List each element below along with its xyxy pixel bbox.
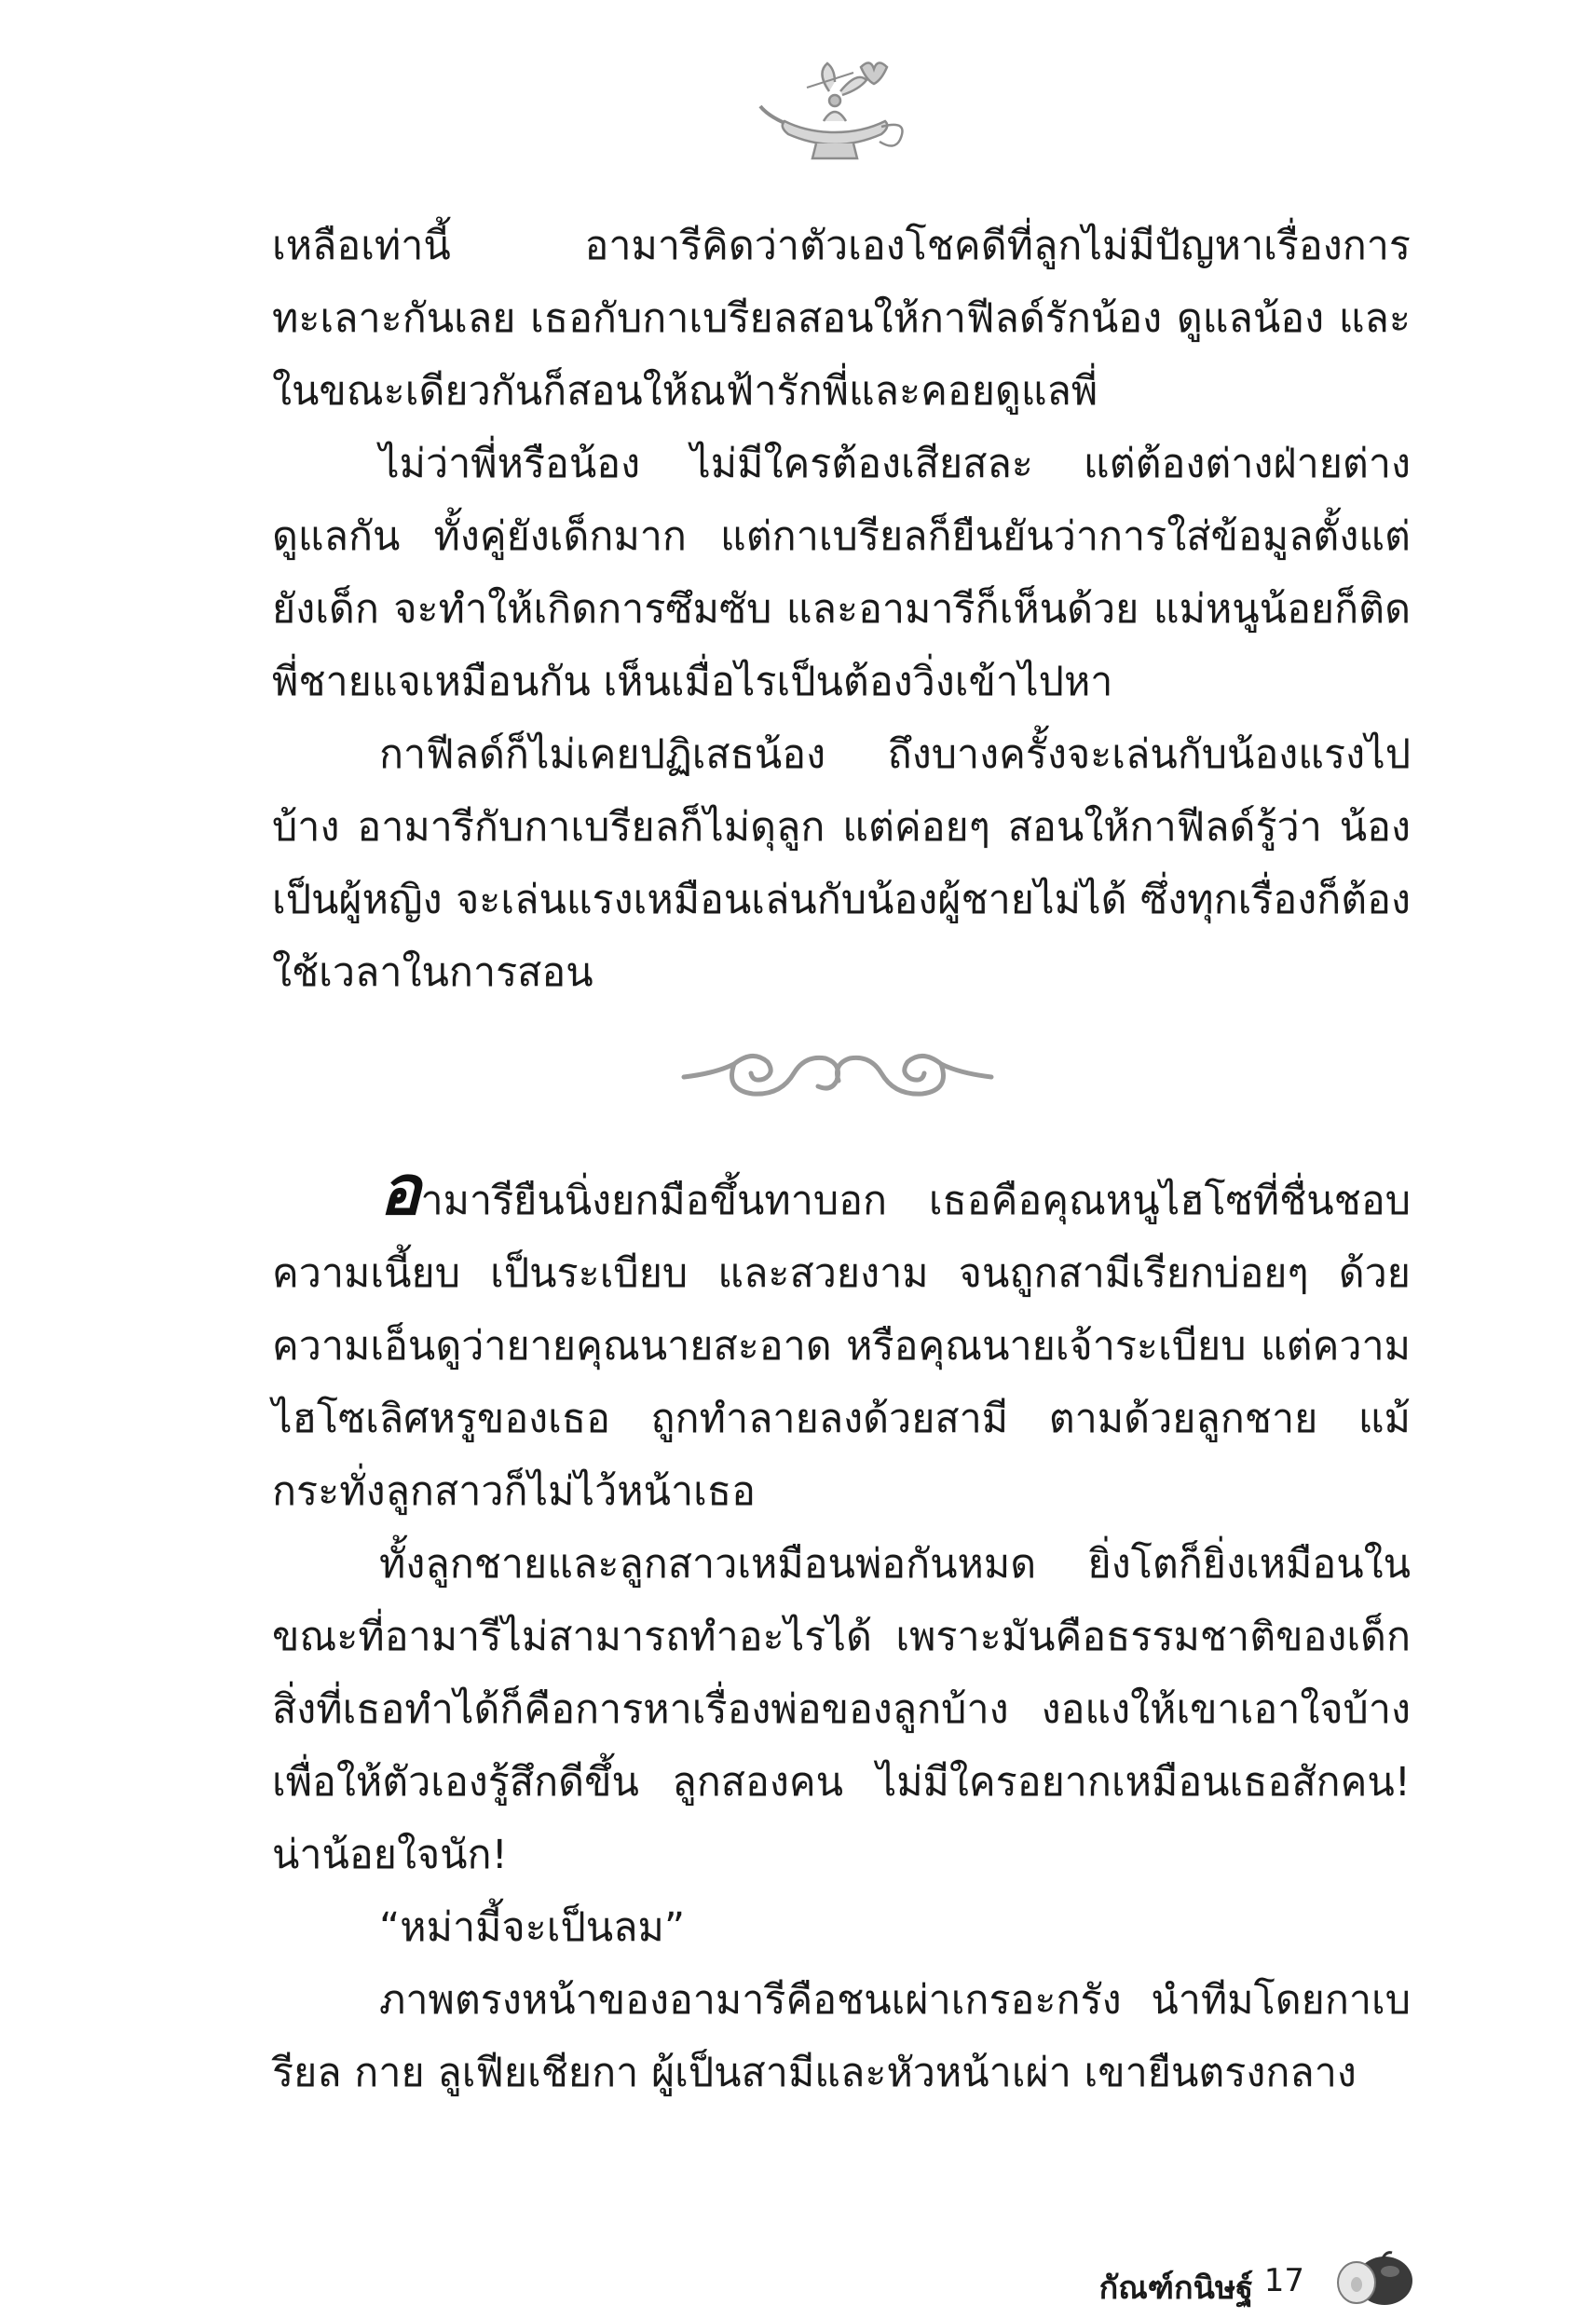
text-block-top — [272, 210, 1411, 1009]
paragraph: กาฟีลด์ก็ไม่เคยปฏิเสธน้อง ถึงบางครั้งจะเล่นกับน้องแรงไปบ้าง อามารีกับกาเบรียลก็ไม่ดุลูก แต่ค่อยๆ สอนให้กาฟีลด์รู้ว่า น้องเป็นผู้หญิง จะเล่นแรงเหมือนเล่นกับน้องผู้ชายไม่ได้ ซึ่งทุกเรื่องก็ต้องใช้เวลาในการสอน — [272, 731, 1411, 996]
book-title: กัณฑ์กนิษฐ์ — [1098, 2270, 1253, 2307]
drop-cap: อ — [379, 1151, 421, 1231]
text-block-bottom — [272, 1151, 1411, 2109]
apple-icon — [1332, 2249, 1416, 2311]
page-footer — [988, 2262, 1416, 2318]
dialogue-line: “หม่ามี้จะเป็นลม” — [379, 1904, 686, 1951]
genie-lamp-icon — [751, 54, 919, 166]
paragraph: ภาพตรงหน้าของอามารีคือชนเผ่าเกรอะกรัง นำทีมโดยกาเบรียล กาย ลูเฟียเชียกา ผู้เป็นสามีและหัวหน้าเผ่า เขายืนตรงกลาง — [272, 1977, 1411, 2096]
paragraph: ทั้งลูกชายและลูกสาวเหมือนพ่อกันหมด ยิ่งโตก็ยิ่งเหมือนในขณะที่อามารีไม่สามารถทำอะไรได้ เพราะมันคือธรรมชาติของเด็ก สิ่งที่เธอทำได้ก็คือการหาเรื่องพ่อของลูกบ้าง งอแงให้เขาเอาใจบ้าง เพื่อให้ตัวเองรู้สึกดีขึ้น ลูกสองคน ไม่มีใครอยากเหมือนเธอสักคน! น่าน้อยใจนัก! — [272, 1541, 1411, 1878]
paragraph-opening-text: ามารียืนนิ่งยกมือขึ้นทาบอก เธอคือคุณหนูไฮโซที่ชื่นชอบความเนี้ยบ เป็นระเบียบ และสวยงาม จนถูกสามีเรียกบ่อยๆ ด้วยความเอ็นดูว่ายายคุณนายสะอาด หรือคุณนายเจ้าระเบียบ แต่ความไฮโซเลิศหรูของเธอ ถูกทำลายลงด้วยสามี ตามด้วยลูกชาย แม้กระทั่งลูกสาวก็ไม่ไว้หน้าเธอ — [272, 1178, 1411, 1515]
paragraph-opening — [272, 1151, 1411, 1528]
paragraph-continued: เหลือเท่านี้ อามารีคิดว่าตัวเองโชคดีที่ลูกไม่มีปัญหาเรื่องการทะเลาะกันเลย เธอกับกาเบรียลสอนให้กาฟีลด์รักน้อง ดูแลน้อง และในขณะเดียวกันก็สอนให้ณฟ้ารักพี่และคอยดูแลพี่ — [272, 223, 1411, 415]
paragraph: ไม่ว่าพี่หรือน้อง ไม่มีใครต้องเสียสละ แต่ต้องต่างฝ่ายต่างดูแลกัน ทั้งคู่ยังเด็กมาก แต่กาเบรียลก็ยืนยันว่าการใส่ข้อมูลตั้งแต่ยังเด็ก จะทำให้เกิดการซึมซับ และอามารีก็เห็นด้วย แม่หนูน้อยก็ติดพี่ชายแจเหมือนกัน เห็นเมื่อไรเป็นต้องวิ่งเข้าไปหา — [272, 441, 1411, 705]
page-number: 17 — [1263, 2262, 1304, 2299]
scroll-divider-ornament — [678, 1036, 997, 1111]
